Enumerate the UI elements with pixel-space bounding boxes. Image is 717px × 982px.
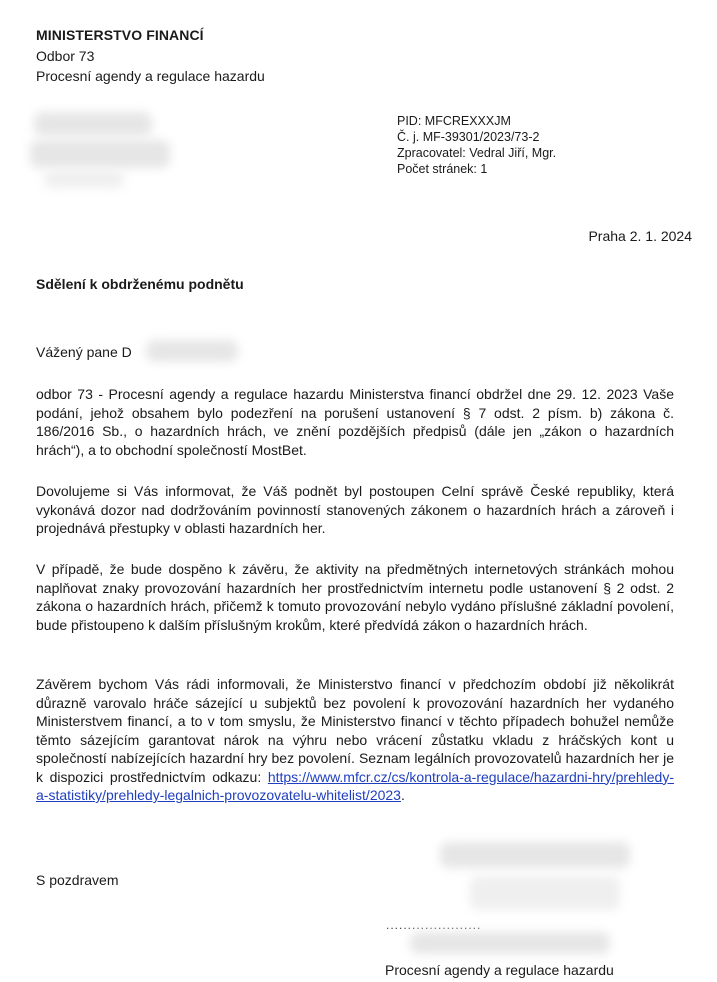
- closing: S pozdravem: [36, 872, 119, 888]
- signature-dots: ......................: [386, 918, 482, 932]
- paragraph-submission: odbor 73 - Procesní agendy a regulace hazardu Ministerstva financí obdržel dne 29. 12. 2023 Vaše podání, jehož obsahem bylo podezření na porušení ustanovení § 7 odst. 2 písm. b) zákona č. 186/2016 Sb., o hazardních hrách, ve znění pozdějších předpisů (dále jen „zákon o hazardních hrách“), a to obchodní společností MostBet.: [36, 386, 674, 458]
- pid-reference: PID: MFCREXXXJM: [397, 114, 511, 128]
- letter-date: Praha 2. 1. 2024: [588, 228, 692, 244]
- redacted-signatory-name: [410, 932, 610, 954]
- paragraph-warning-text: Závěrem bychom Vás rádi informovali, že Ministerstvo financí v předchozím období již několikrát důrazně varovalo hráče sázející u subjektů bez povolení k provozování hazardních her vydaného Ministerstvem financí, a to v tom smyslu, že Ministerstvo financí v těchto případech bohužel nemůže těmto sázejícím garantovat nárok na výhru nebo vrácení zůstatku vkladu z hráčských kont u společností nabízejících hazardní hry bez povolení. Seznam legálních provozovatelů hazardních her je k dispozici prostřednictvím odkazu:: [36, 676, 674, 785]
- paragraph-next-steps: V případě, že bude dospěno k závěru, že aktivity na předmětných internetových stránkách mohou naplňovat znaky provozování hazardních her prostřednictvím internetu podle ustanovení § 2 odst. 2 zákona o hazardních hrách, přičemž k tomuto provozování nebylo vydáno příslušné základní povolení, bude přistoupeno k dalším příslušným krokům, které předvídá zákon o hazardních hrách.: [36, 561, 674, 633]
- salutation-text: Vážený pane D: [36, 344, 132, 360]
- redacted-recipient-city: [44, 170, 124, 188]
- redacted-recipient-name: [34, 112, 152, 136]
- department-name: Procesní agendy a regulace hazardu: [36, 68, 265, 84]
- case-number: Č. j. MF-39301/2023/73-2: [397, 130, 540, 144]
- redacted-signature-stamp: [470, 876, 620, 910]
- department-number: Odbor 73: [36, 48, 95, 64]
- paragraph-forwarded: Dovolujeme si Vás informovat, že Váš podnět byl postoupen Celní správě České republiky, která vykonává dozor nad dodržováním povinností stanovených zákonem o hazardních hrách a zároveň i projednává přestupky v oblasti hazardních her.: [36, 483, 674, 536]
- paragraph-warning-end: .: [400, 787, 405, 803]
- redacted-recipient-address: [30, 140, 170, 168]
- letter-subject: Sdělení k obdrženému podnětu: [36, 276, 244, 292]
- page-count: Počet stránek: 1: [397, 162, 488, 176]
- signatory-department: Procesní agendy a regulace hazardu: [385, 962, 614, 978]
- processor: Zpracovatel: Vedral Jiří, Mgr.: [397, 146, 557, 160]
- redacted-signature: [440, 842, 630, 868]
- salutation: [36, 344, 132, 360]
- redacted-recipient-surname: [146, 340, 238, 362]
- paragraph-warning: [36, 675, 674, 805]
- whitelist-link[interactable]: https://www.mfcr.cz/cs/kontrola-a-regulace/hazardni-hry/prehledy-a-statistiky/prehledy-legalnich-provozovatelu-whitelist/2023: [36, 768, 674, 803]
- ministry-title: MINISTERSTVO FINANCÍ: [36, 27, 204, 43]
